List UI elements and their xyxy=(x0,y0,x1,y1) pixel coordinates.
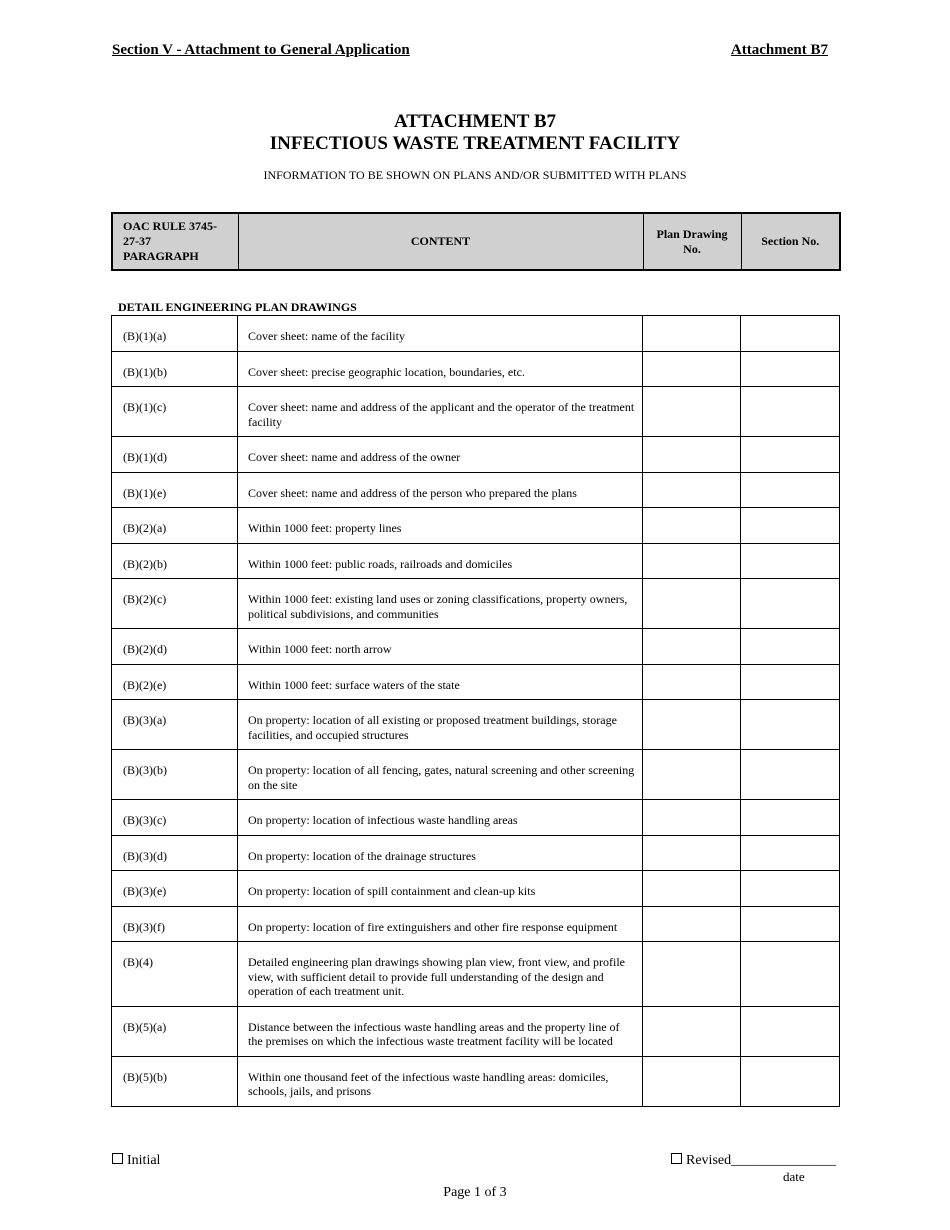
column-header-paragraph: OAC RULE 3745-27-37 PARAGRAPH xyxy=(112,213,238,270)
plan-drawing-cell[interactable] xyxy=(643,629,741,665)
plan-drawing-cell[interactable] xyxy=(643,316,741,352)
table-row xyxy=(112,906,840,942)
paragraph-cell: (B)(1)(a) xyxy=(112,316,238,352)
paragraph-cell: (B)(2)(d) xyxy=(112,629,238,665)
content-cell: On property: location of all existing or proposed treatment buildings, storage facilities, and occupied structures xyxy=(238,700,643,750)
section-number-cell[interactable] xyxy=(741,629,840,665)
paragraph-cell: (B)(1)(c) xyxy=(112,387,238,437)
table-row xyxy=(112,437,840,473)
section-number-cell[interactable] xyxy=(741,750,840,800)
section-number-cell[interactable] xyxy=(741,700,840,750)
plan-drawing-cell[interactable] xyxy=(643,508,741,544)
section-number-cell[interactable] xyxy=(741,906,840,942)
paragraph-cell: (B)(2)(c) xyxy=(112,579,238,629)
content-cell: Within 1000 feet: surface waters of the state xyxy=(238,664,643,700)
header-attachment-label: Attachment B7 xyxy=(730,42,828,58)
plan-drawing-cell[interactable] xyxy=(643,437,741,473)
table-row xyxy=(112,835,840,871)
document-title: ATTACHMENT B7 xyxy=(393,111,557,132)
paragraph-cell: (B)(3)(a) xyxy=(112,700,238,750)
table-row xyxy=(112,1006,840,1056)
content-cell: Cover sheet: name of the facility xyxy=(238,316,643,352)
section-number-cell[interactable] xyxy=(741,664,840,700)
plan-drawing-cell[interactable] xyxy=(643,1006,741,1056)
header-section-title: Section V - Attachment to General Application xyxy=(112,42,410,58)
initial-label: Initial xyxy=(127,1153,161,1168)
plan-drawing-cell[interactable] xyxy=(643,800,741,836)
table-row xyxy=(112,387,840,437)
section-number-cell[interactable] xyxy=(741,316,840,352)
revised-checkbox[interactable] xyxy=(671,1153,836,1169)
table-row xyxy=(112,351,840,387)
paragraph-cell: (B)(3)(b) xyxy=(112,750,238,800)
plan-drawing-cell[interactable] xyxy=(643,750,741,800)
content-cell: Cover sheet: precise geographic location, boundaries, etc. xyxy=(238,351,643,387)
instructions-line: INFORMATION TO BE SHOWN ON PLANS AND/OR SUBMITTED WITH PLANS xyxy=(263,168,687,182)
paragraph-cell: (B)(1)(e) xyxy=(112,472,238,508)
plan-drawing-cell[interactable] xyxy=(643,906,741,942)
table-row xyxy=(112,664,840,700)
plan-drawing-cell[interactable] xyxy=(643,351,741,387)
table-row xyxy=(112,579,840,629)
plan-drawing-cell[interactable] xyxy=(643,700,741,750)
table-row xyxy=(112,472,840,508)
section-number-cell[interactable] xyxy=(741,472,840,508)
section-number-cell[interactable] xyxy=(741,1006,840,1056)
table-row xyxy=(112,700,840,750)
section-number-cell[interactable] xyxy=(741,437,840,473)
column-header-plan-drawing: Plan Drawing No. xyxy=(643,213,741,270)
table-row xyxy=(112,508,840,544)
paragraph-cell: (B)(2)(e) xyxy=(112,664,238,700)
table-row xyxy=(112,1056,840,1106)
content-cell: On property: location of spill containment and clean-up kits xyxy=(238,871,643,907)
content-cell: Within 1000 feet: property lines xyxy=(238,508,643,544)
content-cell: Cover sheet: name and address of the owner xyxy=(238,437,643,473)
content-cell: Within one thousand feet of the infectious waste handling areas: domiciles, schools, jails, and prisons xyxy=(238,1056,643,1106)
paragraph-cell: (B)(3)(c) xyxy=(112,800,238,836)
initial-checkbox[interactable] xyxy=(112,1153,160,1169)
section-number-cell[interactable] xyxy=(741,351,840,387)
column-header-table xyxy=(111,212,841,271)
plan-drawing-cell[interactable] xyxy=(643,472,741,508)
plan-drawing-cell[interactable] xyxy=(643,664,741,700)
plan-drawing-cell[interactable] xyxy=(643,579,741,629)
table-row xyxy=(112,871,840,907)
paragraph-cell: (B)(5)(a) xyxy=(112,1006,238,1056)
section-number-cell[interactable] xyxy=(741,835,840,871)
content-cell: Within 1000 feet: public roads, railroads and domiciles xyxy=(238,543,643,579)
content-cell: Detailed engineering plan drawings showing plan view, front view, and profile view, with sufficient detail to provide full understanding of the design and operation of each treatment unit. xyxy=(238,942,643,1007)
section-label: DETAIL ENGINEERING PLAN DRAWINGS xyxy=(118,300,357,314)
paragraph-cell: (B)(2)(b) xyxy=(112,543,238,579)
plan-drawing-cell[interactable] xyxy=(643,543,741,579)
content-cell: Cover sheet: name and address of the person who prepared the plans xyxy=(238,472,643,508)
table-row xyxy=(112,543,840,579)
section-number-cell[interactable] xyxy=(741,871,840,907)
section-number-cell[interactable] xyxy=(741,579,840,629)
date-caption: date xyxy=(783,1169,805,1184)
table-row xyxy=(112,942,840,1007)
plan-drawing-cell[interactable] xyxy=(643,1056,741,1106)
paragraph-cell: (B)(3)(f) xyxy=(112,906,238,942)
section-number-cell[interactable] xyxy=(741,543,840,579)
paragraph-cell: (B)(3)(e) xyxy=(112,871,238,907)
content-cell: On property: location of infectious waste handling areas xyxy=(238,800,643,836)
content-cell: Distance between the infectious waste handling areas and the property line of the premises on which the infectious waste treatment facility will be located xyxy=(238,1006,643,1056)
page-number: Page 1 of 3 xyxy=(443,1185,507,1200)
paragraph-cell: (B)(1)(d) xyxy=(112,437,238,473)
column-header-section: Section No. xyxy=(741,213,840,270)
plan-drawing-cell[interactable] xyxy=(643,942,741,1007)
plan-drawing-cell[interactable] xyxy=(643,387,741,437)
paragraph-cell: (B)(2)(a) xyxy=(112,508,238,544)
section-number-cell[interactable] xyxy=(741,800,840,836)
revised-label: Revised_______________ xyxy=(686,1153,837,1168)
content-cell: On property: location of all fencing, gates, natural screening and other screening on the site xyxy=(238,750,643,800)
table-row xyxy=(112,800,840,836)
paragraph-cell: (B)(1)(b) xyxy=(112,351,238,387)
table-row xyxy=(112,750,840,800)
paragraph-cell: (B)(5)(b) xyxy=(112,1056,238,1106)
content-cell: On property: location of the drainage structures xyxy=(238,835,643,871)
section-number-cell[interactable] xyxy=(741,508,840,544)
content-cell: On property: location of fire extinguishers and other fire response equipment xyxy=(238,906,643,942)
section-number-cell[interactable] xyxy=(741,942,840,1007)
requirements-table xyxy=(111,315,840,1107)
checkbox-icon xyxy=(112,1153,123,1164)
table-row xyxy=(112,316,840,352)
content-cell: Within 1000 feet: north arrow xyxy=(238,629,643,665)
plan-drawing-cell[interactable] xyxy=(643,835,741,871)
section-number-cell[interactable] xyxy=(741,1056,840,1106)
paragraph-cell: (B)(3)(d) xyxy=(112,835,238,871)
content-cell: Cover sheet: name and address of the applicant and the operator of the treatment facility xyxy=(238,387,643,437)
section-number-cell[interactable] xyxy=(741,387,840,437)
paragraph-cell: (B)(4) xyxy=(112,942,238,1007)
document-subtitle: INFECTIOUS WASTE TREATMENT FACILITY xyxy=(269,133,681,154)
checkbox-icon xyxy=(671,1153,682,1164)
table-row xyxy=(112,629,840,665)
plan-drawing-cell[interactable] xyxy=(643,871,741,907)
content-cell: Within 1000 feet: existing land uses or zoning classifications, property owners, political subdivisions, and communities xyxy=(238,579,643,629)
column-header-content: CONTENT xyxy=(238,213,643,270)
